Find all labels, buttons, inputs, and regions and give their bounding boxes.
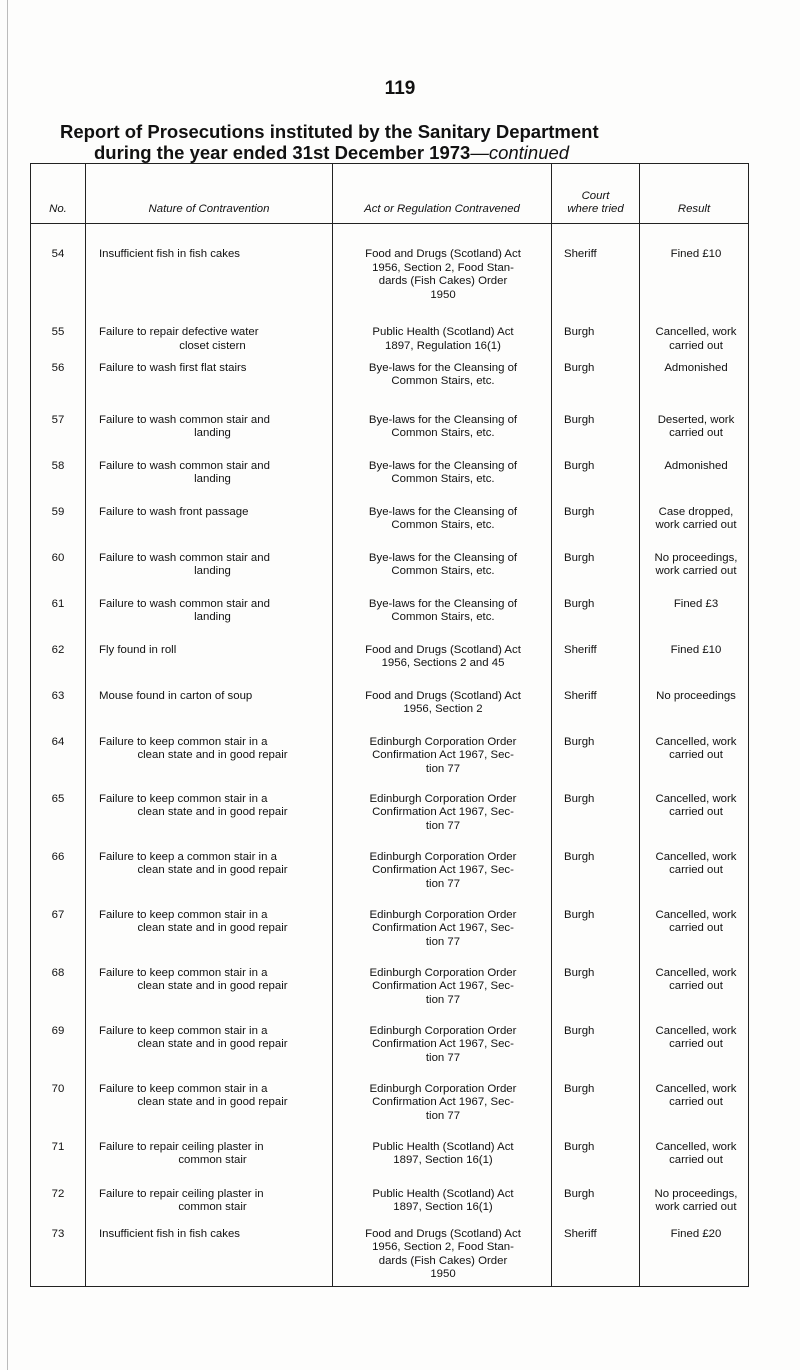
cell-act [333, 1220, 552, 1287]
cell-act [333, 954, 552, 1012]
table-row [31, 302, 749, 353]
table-row [31, 722, 749, 780]
cell-act [333, 224, 552, 303]
act-line: Common Stairs, etc. [391, 427, 495, 440]
cell-result [640, 584, 749, 630]
nature-line: clean state and in good repair [137, 980, 288, 993]
header-nature: Nature of Contravention [86, 163, 333, 224]
nature-line: landing [194, 427, 231, 440]
cell-nature [86, 584, 333, 630]
cell-court: Burgh [552, 302, 640, 353]
title-line-1: Report of Prosecutions instituted by the Sanitary Department [60, 121, 599, 142]
page-title [60, 121, 599, 163]
act-line: Food and Drugs (Scotland) Act [365, 248, 521, 260]
result-line: carried out [669, 427, 723, 440]
table-row [31, 492, 749, 538]
result-line: Fined £10 [670, 248, 722, 260]
result-line: Cancelled, work [655, 1140, 737, 1153]
table-body [31, 224, 749, 1287]
result-line: carried out [669, 749, 723, 762]
header-row [31, 163, 749, 224]
cell-court: Burgh [552, 492, 640, 538]
act-line: Confirmation Act 1967, Sec- [372, 749, 514, 762]
nature-line: Failure to keep common stair in a [99, 1082, 268, 1095]
nature-line: Failure to wash common stair and [99, 413, 270, 426]
table-row [31, 538, 749, 584]
header-court-line2: where tried [567, 203, 624, 216]
act-line: Edinburgh Corporation Order [369, 908, 517, 921]
cell-no: 68 [31, 954, 86, 1012]
cell-no: 64 [31, 722, 86, 780]
act-line: Confirmation Act 1967, Sec- [372, 864, 514, 877]
cell-court: Burgh [552, 722, 640, 780]
cell-act [333, 354, 552, 400]
cell-result [640, 1070, 749, 1128]
cell-no: 72 [31, 1174, 86, 1220]
cell-act [333, 492, 552, 538]
nature-line: Failure to keep common stair in a [99, 966, 268, 979]
title-line-2-text: during the year ended 31st December 1973 [94, 142, 471, 163]
result-line: Admonished [664, 459, 728, 472]
cell-act [333, 1070, 552, 1128]
header-result: Result [640, 163, 749, 224]
nature-line: clean state and in good repair [137, 1038, 288, 1051]
cell-nature [86, 676, 333, 722]
nature-line: Failure to wash common stair and [99, 459, 270, 472]
nature-line: clean state and in good repair [137, 749, 288, 762]
cell-nature [86, 954, 333, 1012]
result-line: Deserted, work [657, 413, 735, 426]
table-row [31, 676, 749, 722]
act-line: Bye-laws for the Cleansing of [368, 361, 518, 374]
cell-nature [86, 722, 333, 780]
table-row [31, 630, 749, 676]
cell-result [640, 780, 749, 838]
nature-line: landing [194, 611, 231, 624]
act-line: Bye-laws for the Cleansing of [368, 597, 518, 610]
result-line: No proceedings, [654, 1187, 738, 1200]
cell-nature [86, 538, 333, 584]
result-line: Fined £10 [670, 643, 722, 656]
cell-result [640, 954, 749, 1012]
prosecutions-table [30, 163, 749, 1287]
page-margin-line [7, 0, 8, 1370]
nature-line: Mouse found in carton of soup [99, 689, 253, 702]
act-line: Bye-laws for the Cleansing of [368, 459, 518, 472]
cell-court: Burgh [552, 1012, 640, 1070]
cell-nature [86, 446, 333, 492]
cell-nature [86, 1070, 333, 1128]
act-line: Food and Drugs (Scotland) Act [365, 1227, 521, 1240]
cell-no: 63 [31, 676, 86, 722]
result-line: Fined £3 [673, 597, 719, 610]
nature-line: Failure to wash first flat stairs [99, 361, 247, 374]
cell-act [333, 446, 552, 492]
table-row [31, 780, 749, 838]
result-line: carried out [669, 922, 723, 935]
cell-court: Burgh [552, 954, 640, 1012]
act-line: 1897, Section 16(1) [393, 1201, 493, 1214]
cell-act [333, 722, 552, 780]
result-line: Fined £20 [670, 1227, 722, 1240]
cell-act [333, 302, 552, 353]
cell-no: 70 [31, 1070, 86, 1128]
table-row [31, 584, 749, 630]
cell-court: Sheriff [552, 1220, 640, 1287]
table-row [31, 224, 749, 303]
cell-no: 62 [31, 630, 86, 676]
act-line: 1950 [430, 288, 456, 301]
act-line: tion 77 [425, 993, 461, 1006]
nature-line: Failure to wash front passage [99, 505, 249, 518]
cell-result [640, 446, 749, 492]
title-line-2 [60, 142, 599, 163]
cell-no: 66 [31, 838, 86, 896]
act-line: dards (Fish Cakes) Order [378, 275, 508, 288]
table-row [31, 1220, 749, 1287]
table-row [31, 1174, 749, 1220]
act-line: Edinburgh Corporation Order [369, 792, 517, 805]
cell-result [640, 1174, 749, 1220]
result-line: Admonished [664, 361, 728, 374]
cell-act [333, 1174, 552, 1220]
act-line: dards (Fish Cakes) Order [378, 1254, 508, 1267]
nature-line: Failure to keep a common stair in a [99, 850, 277, 863]
nature-line: landing [194, 565, 231, 578]
act-line: 1956, Section 2, Food Stan- [372, 261, 514, 274]
cell-court: Burgh [552, 896, 640, 954]
table-row [31, 1012, 749, 1070]
cell-court: Burgh [552, 1174, 640, 1220]
nature-line: common stair [178, 1154, 247, 1167]
act-line: Confirmation Act 1967, Sec- [372, 980, 514, 993]
act-line: Common Stairs, etc. [391, 611, 495, 624]
cell-court: Sheriff [552, 630, 640, 676]
cell-result [640, 722, 749, 780]
cell-no: 67 [31, 896, 86, 954]
cell-court: Burgh [552, 400, 640, 446]
cell-court: Burgh [552, 584, 640, 630]
nature-line: Failure to keep common stair in a [99, 735, 268, 748]
cell-act [333, 838, 552, 896]
cell-no: 56 [31, 354, 86, 400]
act-line: Confirmation Act 1967, Sec- [372, 1038, 514, 1051]
cell-result [640, 224, 749, 303]
act-line: Common Stairs, etc. [391, 375, 495, 388]
cell-court: Burgh [552, 1070, 640, 1128]
result-line: work carried out [655, 565, 737, 578]
nature-line: Failure to repair defective water [99, 326, 259, 339]
nature-line: clean state and in good repair [137, 1096, 288, 1109]
cell-act [333, 676, 552, 722]
nature-line: Fly found in roll [99, 643, 177, 656]
cell-result [640, 538, 749, 584]
cell-nature [86, 224, 333, 303]
table-row [31, 896, 749, 954]
act-line: tion 77 [425, 762, 461, 775]
cell-nature [86, 354, 333, 400]
act-line: 1956, Section 2, Food Stan- [372, 1241, 514, 1254]
cell-act [333, 584, 552, 630]
nature-line: Insufficient fish in fish cakes [99, 1227, 240, 1240]
act-line: Public Health (Scotland) Act [372, 1140, 514, 1153]
nature-line: common stair [178, 1201, 247, 1214]
cell-nature [86, 780, 333, 838]
act-line: Common Stairs, etc. [391, 565, 495, 578]
act-line: tion 77 [425, 1051, 461, 1064]
cell-no: 60 [31, 538, 86, 584]
act-line: Public Health (Scotland) Act [372, 326, 514, 339]
table-row [31, 400, 749, 446]
table-row [31, 954, 749, 1012]
table-row [31, 1128, 749, 1174]
cell-no: 59 [31, 492, 86, 538]
act-line: Confirmation Act 1967, Sec- [372, 922, 514, 935]
result-line: work carried out [655, 519, 737, 532]
nature-line: Failure to repair ceiling plaster in [99, 1140, 264, 1153]
cell-result [640, 630, 749, 676]
cell-no: 61 [31, 584, 86, 630]
table-row [31, 838, 749, 896]
cell-court: Burgh [552, 780, 640, 838]
table-row [31, 354, 749, 400]
cell-nature [86, 1174, 333, 1220]
cell-result [640, 492, 749, 538]
header-no: No. [31, 163, 86, 224]
cell-no: 54 [31, 224, 86, 303]
result-line: Cancelled, work [655, 908, 737, 921]
cell-result [640, 1220, 749, 1287]
nature-line: Failure to wash common stair and [99, 597, 270, 610]
result-line: Case dropped, [658, 505, 734, 518]
act-line: 1897, Regulation 16(1) [385, 339, 501, 352]
nature-line: closet cistern [179, 339, 246, 352]
cell-result [640, 1012, 749, 1070]
act-line: Food and Drugs (Scotland) Act [365, 643, 521, 656]
result-line: carried out [669, 1154, 723, 1167]
result-line: carried out [669, 1096, 723, 1109]
cell-act [333, 896, 552, 954]
header-court-line1: Court [581, 189, 610, 202]
cell-court: Burgh [552, 838, 640, 896]
cell-nature [86, 1220, 333, 1287]
cell-act [333, 780, 552, 838]
act-line: Confirmation Act 1967, Sec- [372, 806, 514, 819]
cell-act [333, 1012, 552, 1070]
cell-nature [86, 896, 333, 954]
cell-result [640, 302, 749, 353]
cell-act [333, 630, 552, 676]
nature-line: Failure to keep common stair in a [99, 792, 268, 805]
result-line: Cancelled, work [655, 850, 737, 863]
result-line: Cancelled, work [655, 1024, 737, 1037]
cell-court: Burgh [552, 354, 640, 400]
act-line: tion 77 [425, 819, 461, 832]
act-line: 1956, Section 2 [403, 703, 483, 716]
cell-court: Burgh [552, 1128, 640, 1174]
cell-no: 57 [31, 400, 86, 446]
cell-no: 73 [31, 1220, 86, 1287]
act-line: Common Stairs, etc. [391, 473, 495, 486]
cell-result [640, 838, 749, 896]
act-line: 1956, Sections 2 and 45 [381, 657, 505, 670]
cell-act [333, 538, 552, 584]
cell-nature [86, 630, 333, 676]
cell-court: Sheriff [552, 676, 640, 722]
nature-line: clean state and in good repair [137, 922, 288, 935]
cell-court: Burgh [552, 538, 640, 584]
nature-line: Failure to keep common stair in a [99, 908, 268, 921]
result-line: No proceedings, [654, 551, 738, 564]
act-line: 1950 [430, 1268, 456, 1281]
act-line: Bye-laws for the Cleansing of [368, 551, 518, 564]
result-line: Cancelled, work [655, 1082, 737, 1095]
cell-court: Burgh [552, 446, 640, 492]
cell-no: 69 [31, 1012, 86, 1070]
result-line: carried out [669, 980, 723, 993]
nature-line: Insufficient fish in fish cakes [99, 248, 240, 260]
act-line: Bye-laws for the Cleansing of [368, 505, 518, 518]
act-line: Common Stairs, etc. [391, 519, 495, 532]
cell-no: 71 [31, 1128, 86, 1174]
cell-nature [86, 302, 333, 353]
act-line: Edinburgh Corporation Order [369, 1024, 517, 1037]
cell-result [640, 400, 749, 446]
result-line: carried out [669, 1038, 723, 1051]
act-line: 1897, Section 16(1) [393, 1154, 493, 1167]
result-line: carried out [669, 806, 723, 819]
cell-nature [86, 838, 333, 896]
nature-line: Failure to keep common stair in a [99, 1024, 268, 1037]
cell-result [640, 354, 749, 400]
header-act: Act or Regulation Contravened [333, 163, 552, 224]
cell-no: 65 [31, 780, 86, 838]
nature-line: clean state and in good repair [137, 806, 288, 819]
cell-nature [86, 1012, 333, 1070]
table-row [31, 446, 749, 492]
cell-result [640, 1128, 749, 1174]
nature-line: landing [194, 473, 231, 486]
act-line: Edinburgh Corporation Order [369, 735, 517, 748]
header-court [552, 163, 640, 224]
act-line: Edinburgh Corporation Order [369, 966, 517, 979]
cell-no: 58 [31, 446, 86, 492]
result-line: Cancelled, work [655, 966, 737, 979]
cell-result [640, 896, 749, 954]
act-line: Edinburgh Corporation Order [369, 1082, 517, 1095]
page-number: 119 [384, 78, 416, 99]
act-line: Public Health (Scotland) Act [372, 1187, 514, 1200]
title-continued: —continued [470, 142, 570, 163]
cell-court: Sheriff [552, 224, 640, 303]
result-line: Cancelled, work [655, 326, 737, 339]
result-line: Cancelled, work [655, 792, 737, 805]
nature-line: clean state and in good repair [137, 864, 288, 877]
result-line: Cancelled, work [655, 735, 737, 748]
act-line: tion 77 [425, 1109, 461, 1122]
result-line: carried out [669, 864, 723, 877]
cell-nature [86, 400, 333, 446]
act-line: tion 77 [425, 935, 461, 948]
cell-result [640, 676, 749, 722]
act-line: Confirmation Act 1967, Sec- [372, 1096, 514, 1109]
cell-act [333, 1128, 552, 1174]
cell-no: 55 [31, 302, 86, 353]
result-line: No proceedings [656, 689, 736, 702]
result-line: work carried out [655, 1201, 737, 1214]
table-row [31, 1070, 749, 1128]
nature-line: Failure to wash common stair and [99, 551, 270, 564]
act-line: tion 77 [425, 877, 461, 890]
cell-nature [86, 492, 333, 538]
result-line: carried out [669, 339, 723, 352]
act-line: Edinburgh Corporation Order [369, 850, 517, 863]
cell-nature [86, 1128, 333, 1174]
cell-act [333, 400, 552, 446]
act-line: Bye-laws for the Cleansing of [368, 413, 518, 426]
act-line: Food and Drugs (Scotland) Act [365, 689, 521, 702]
nature-line: Failure to repair ceiling plaster in [99, 1187, 264, 1200]
